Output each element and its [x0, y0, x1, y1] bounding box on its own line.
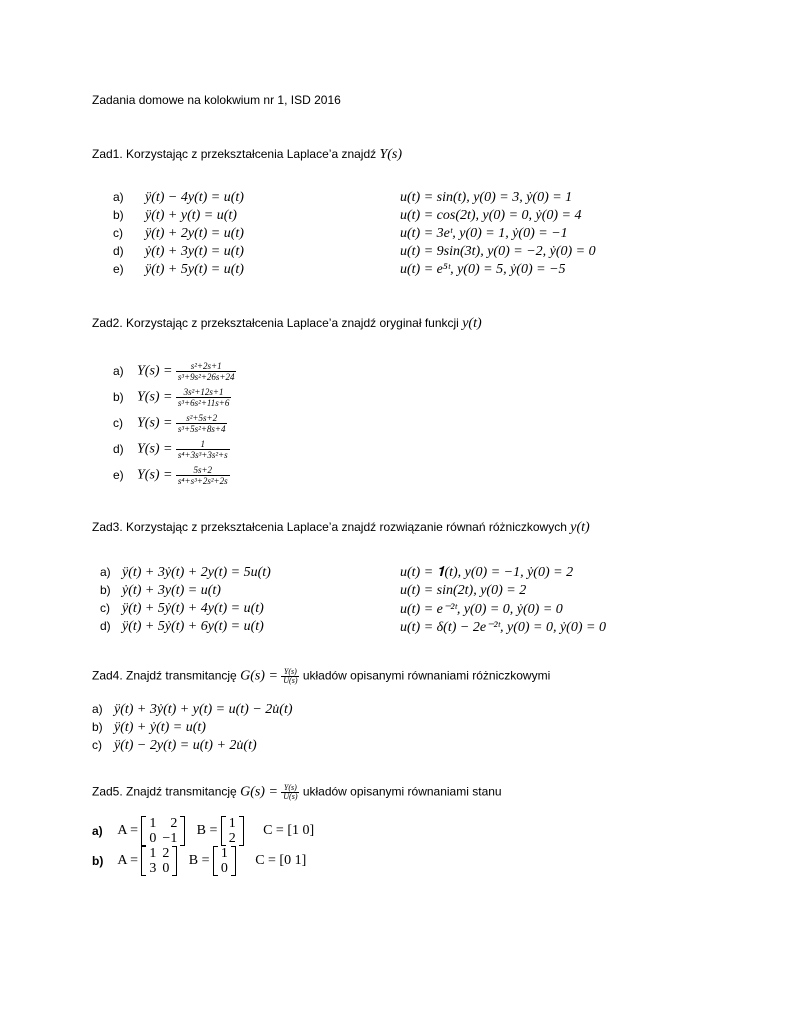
zad4-title-text: Zad4. Znajdź transmitancję — [92, 668, 241, 683]
matrix-a-label: A = — [117, 823, 139, 838]
equation: ÿ(t) + 5ẏ(t) + 6y(t) = u(t) — [122, 619, 264, 634]
item-label: b) — [113, 208, 124, 222]
condition: u(t) = e⁵ᵗ, y(0) = 5, ẏ(0) = −5 — [400, 262, 566, 277]
matrix-cell: 2 — [170, 816, 178, 831]
zad2-title — [92, 316, 482, 332]
zad1-list — [113, 190, 244, 280]
zad5-title — [92, 784, 502, 801]
equation: ẏ(t) + 3y(t) = u(t) — [122, 583, 221, 598]
matrix-cell: 1 — [220, 846, 228, 861]
transfer-fraction — [281, 668, 299, 685]
numerator: 3s²+12s+1 — [183, 387, 224, 397]
matrix-cell: 1 — [149, 816, 157, 831]
list-item — [113, 226, 244, 244]
denominator: s⁴+3s³+3s²+s — [177, 450, 228, 460]
zad3-title-text: Zad3. Korzystając z przekształcenia Laplace’a znajdź rozwiązanie równań różniczkowych — [92, 520, 571, 534]
denominator: s³+9s²+26s+24 — [177, 372, 235, 382]
condition: u(t) = 9sin(3t), y(0) = −2, ẏ(0) = 0 — [400, 244, 596, 259]
list-item — [113, 190, 244, 208]
matrix-cell: 1 — [228, 816, 236, 831]
item-label: a) — [113, 190, 124, 204]
item-label: d) — [113, 244, 124, 258]
matrix-b-label: B = — [196, 823, 218, 838]
item-label: e) — [113, 262, 124, 276]
numerator: Y(s) — [283, 667, 297, 676]
zad3-list — [100, 565, 271, 637]
zad4-title-suffix: układów opisanymi równaniami różniczkowymi — [299, 668, 551, 683]
matrix-cell: 3 — [149, 861, 157, 876]
fraction — [176, 465, 230, 486]
matrix-cell: 0 — [220, 861, 228, 876]
fraction — [176, 387, 231, 408]
list-item — [113, 387, 236, 413]
lhs: Y(s) = — [137, 363, 173, 379]
numerator: s²+2s+1 — [190, 361, 222, 371]
item-label: b) — [113, 389, 124, 404]
denominator: s³+5s²+8s+4 — [177, 424, 226, 434]
list-item — [113, 439, 236, 465]
zad5-item-b — [92, 846, 306, 876]
fraction — [176, 361, 237, 382]
document-header: Zadania domowe na kolokwium nr 1, ISD 2016 — [92, 93, 341, 107]
equation: ÿ(t) + 2y(t) = u(t) — [145, 226, 244, 241]
zad1-conditions — [400, 190, 596, 280]
item-label: c) — [92, 738, 102, 752]
condition: u(t) = cos(2t), y(0) = 0, ẏ(0) = 4 — [400, 208, 582, 223]
zad5-title-suffix: układów opisanymi równaniami stanu — [299, 784, 502, 799]
equation: ÿ(t) + 5y(t) = u(t) — [145, 262, 244, 277]
numerator: Y(s) — [283, 783, 297, 792]
equation: ẏ(t) + 3y(t) = u(t) — [145, 244, 244, 259]
lhs: Y(s) = — [137, 389, 173, 405]
list-item — [113, 244, 244, 262]
equation: ÿ(t) + ẏ(t) = u(t) — [114, 720, 206, 735]
condition: u(t) = δ(t) − 2e⁻²ᵗ, y(0) = 0, ẏ(0) = 0 — [400, 620, 606, 635]
zad5-item-a — [92, 816, 314, 846]
matrix-b-label: B = — [188, 853, 210, 868]
matrix-a — [141, 816, 185, 846]
matrix-a-label: A = — [117, 853, 139, 868]
matrix-c: C = [1 0] — [263, 823, 315, 838]
list-item — [100, 565, 271, 583]
transfer-fraction — [281, 784, 299, 801]
equation: ÿ(t) − 2y(t) = u(t) + 2u̇(t) — [114, 738, 257, 753]
condition: u(t) = sin(t), y(0) = 3, ẏ(0) = 1 — [400, 190, 573, 205]
matrix-cell: 0 — [149, 831, 157, 846]
lhs: Y(s) = — [137, 415, 173, 431]
zad3-title — [92, 520, 590, 536]
item-label: b) — [92, 854, 104, 868]
zad1-title-text: Zad1. Korzystając z przekształcenia Laplace’a znajdź — [92, 147, 380, 161]
item-label: a) — [92, 824, 103, 838]
list-item — [92, 702, 293, 720]
numerator: 1 — [200, 439, 205, 449]
list-item — [100, 619, 271, 637]
matrix-cell: 0 — [162, 861, 170, 876]
condition: u(t) = 3eᵗ, y(0) = 1, ẏ(0) = −1 — [400, 226, 568, 241]
list-item — [92, 720, 293, 738]
item-label: a) — [92, 702, 103, 716]
denominator: s⁴+s³+2s²+2s — [177, 476, 228, 486]
item-label: b) — [92, 720, 103, 734]
item-label: d) — [100, 619, 111, 633]
zad2-title-math: y(t) — [462, 316, 482, 331]
matrix-cell: −1 — [162, 831, 178, 846]
list-item — [113, 208, 244, 226]
matrix-cell: 2 — [228, 831, 236, 846]
zad4-title — [92, 668, 550, 685]
zad2-list — [113, 361, 236, 491]
list-item — [113, 465, 236, 491]
equation: ÿ(t) + 5ẏ(t) + 4y(t) = u(t) — [122, 601, 264, 616]
item-label: b) — [100, 583, 111, 597]
item-label: c) — [113, 226, 123, 240]
item-label: d) — [113, 441, 124, 456]
condition: u(t) = e⁻²ᵗ, y(0) = 0, ẏ(0) = 0 — [400, 602, 563, 617]
zad3-title-math: y(t) — [570, 520, 590, 535]
matrix-b — [213, 846, 236, 876]
list-item — [113, 262, 244, 280]
item-label: c) — [113, 415, 123, 430]
condition: u(t) = sin(2t), y(0) = 2 — [400, 583, 527, 598]
list-item — [92, 738, 293, 756]
item-label: a) — [100, 565, 111, 579]
equation: ÿ(t) + 3ẏ(t) + y(t) = u(t) − 2u̇(t) — [114, 702, 293, 717]
matrix-a — [141, 846, 177, 876]
item-label: e) — [113, 467, 124, 482]
item-label: c) — [100, 601, 110, 615]
matrix-b — [221, 816, 244, 846]
transfer-lhs: G(s) = — [240, 668, 278, 684]
denominator: U(s) — [283, 792, 298, 801]
equation: ÿ(t) − 4y(t) = u(t) — [145, 190, 244, 205]
zad1-title — [92, 147, 402, 163]
numerator: 5s+2 — [193, 465, 213, 475]
list-item — [113, 361, 236, 387]
list-item — [100, 583, 271, 601]
equation: ÿ(t) + y(t) = u(t) — [145, 208, 237, 223]
matrix-cell: 2 — [162, 846, 170, 861]
numerator: s²+5s+2 — [186, 413, 218, 423]
transfer-lhs: G(s) = — [240, 784, 278, 800]
condition: u(t) = 𝟏(t), y(0) = −1, ẏ(0) = 2 — [400, 565, 574, 580]
zad1-title-math: Y(s) — [379, 147, 403, 162]
denominator: U(s) — [283, 676, 298, 685]
lhs: Y(s) = — [137, 467, 173, 483]
zad2-title-text: Zad2. Korzystając z przekształcenia Laplace’a znajdź oryginał funkcji — [92, 316, 463, 330]
matrix-cell: 1 — [149, 846, 157, 861]
equation: ÿ(t) + 3ẏ(t) + 2y(t) = 5u(t) — [122, 565, 271, 580]
zad4-list — [92, 702, 293, 756]
item-label: a) — [113, 363, 124, 378]
denominator: s³+6s²+11s+6 — [177, 398, 230, 408]
zad5-title-text: Zad5. Znajdź transmitancję — [92, 784, 241, 799]
fraction — [176, 413, 228, 434]
lhs: Y(s) = — [137, 441, 173, 457]
zad3-conditions — [400, 565, 606, 637]
fraction — [176, 439, 230, 460]
list-item — [113, 413, 236, 439]
list-item — [100, 601, 271, 619]
matrix-c: C = [0 1] — [255, 853, 307, 868]
